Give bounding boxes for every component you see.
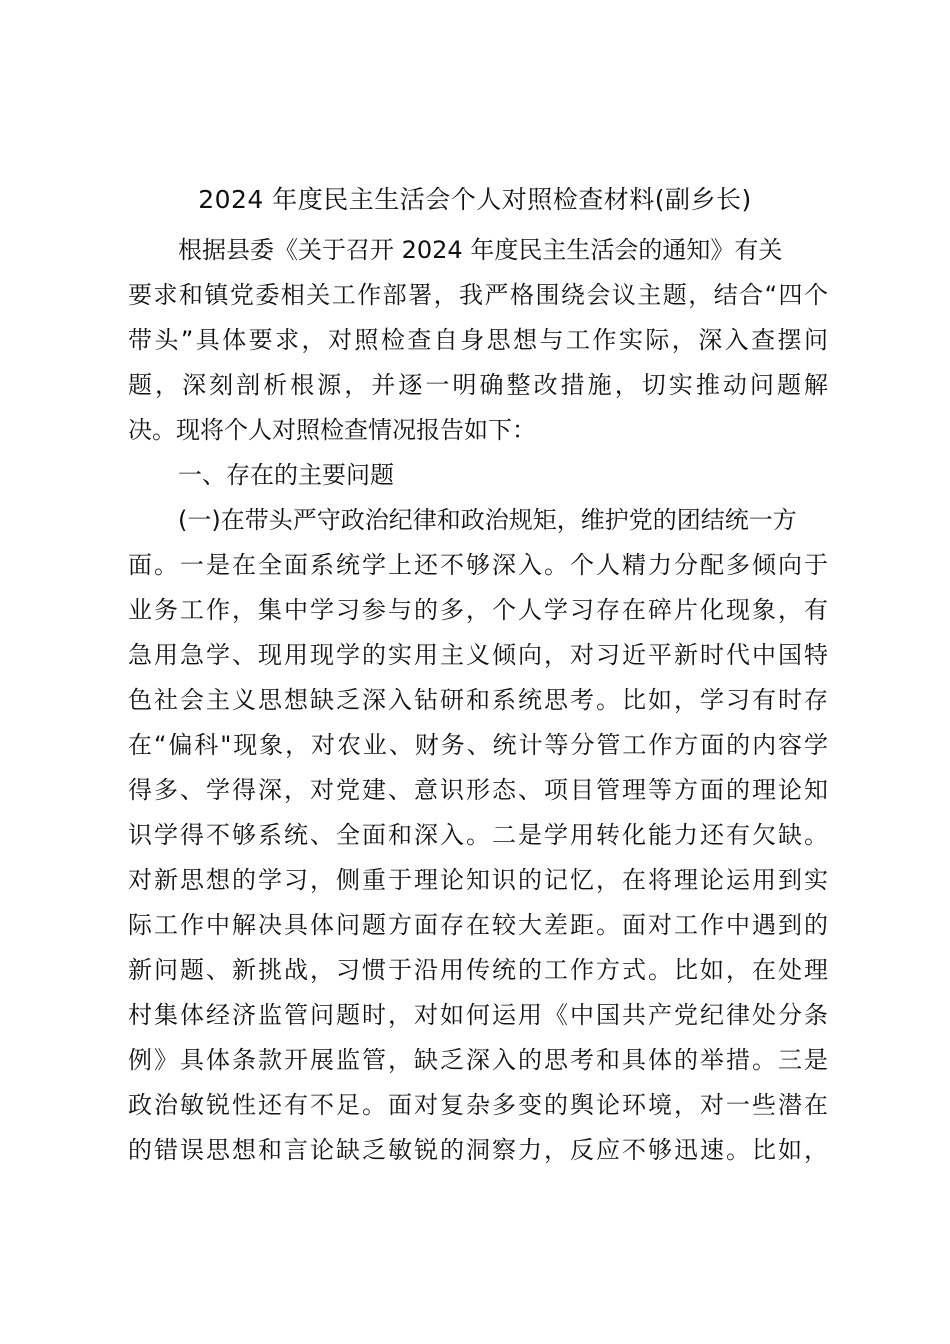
paragraph-line: 际工作中解决具体问题方面存在较大差距。面对工作中遇到的 — [128, 911, 828, 939]
paragraph-line: (一)在带头严守政治纪律和政治规矩，维护党的团结统一方 — [178, 506, 797, 534]
paragraph-line: 得多、学得深，对党建、意识形态、项目管理等方面的理论知 — [128, 776, 828, 804]
paragraph-line: 面。一是在全面系统学上还不够深入。个人精力分配多倾向于 — [128, 551, 828, 579]
paragraph-line: 在“偏科"现象，对农业、财务、统计等分管工作方面的内容学 — [128, 731, 828, 759]
section-heading: 一、存在的主要问题 — [178, 461, 394, 489]
paragraph-line: 的错误思想和言论缺乏敏锐的洞察力，反应不够迅速。比如， — [128, 1136, 828, 1164]
paragraph-line: 根据县委《关于召开 2024 年度民主生活会的通知》有关 — [178, 236, 783, 264]
paragraph-line: 急用急学、现用现学的实用主义倾向，对习近平新时代中国特 — [128, 641, 828, 669]
paragraph-line: 例》具体条款开展监管，缺乏深入的思考和具体的举措。三是 — [128, 1046, 828, 1074]
document-body — [128, 228, 828, 1173]
paragraph-line: 业务工作，集中学习参与的多，个人学习存在碎片化现象，有 — [128, 596, 828, 624]
paragraph-line: 对新思想的学习，侧重于理论知识的记忆，在将理论运用到实 — [128, 866, 828, 894]
paragraph-line: 新问题、新挑战，习惯于沿用传统的工作方式。比如，在处理 — [128, 956, 828, 984]
paragraph-line: 村集体经济监管问题时，对如何运用《中国共产党纪律处分条 — [128, 1001, 828, 1029]
paragraph-line: 政治敏锐性还有不足。面对复杂多变的舆论环境，对一些潜在 — [128, 1091, 828, 1119]
paragraph-line: 要求和镇党委相关工作部署，我严格围绕会议主题，结合“四个 — [128, 281, 828, 309]
paragraph-line: 识学得不够系统、全面和深入。二是学用转化能力还有欠缺。 — [128, 821, 828, 849]
paragraph-line: 带头”具体要求，对照检查自身思想与工作实际，深入查摆问 — [128, 326, 828, 354]
document-title: 2024 年度民主生活会个人对照检查材料(副乡长) — [198, 185, 752, 214]
paragraph-line: 色社会主义思想缺乏深入钻研和系统思考。比如，学习有时存 — [128, 686, 828, 714]
paragraph-line: 题，深刻剖析根源，并逐一明确整改措施，切实推动问题解 — [128, 371, 828, 399]
paragraph-line: 决。现将个人对照检查情况报告如下： — [128, 416, 536, 444]
